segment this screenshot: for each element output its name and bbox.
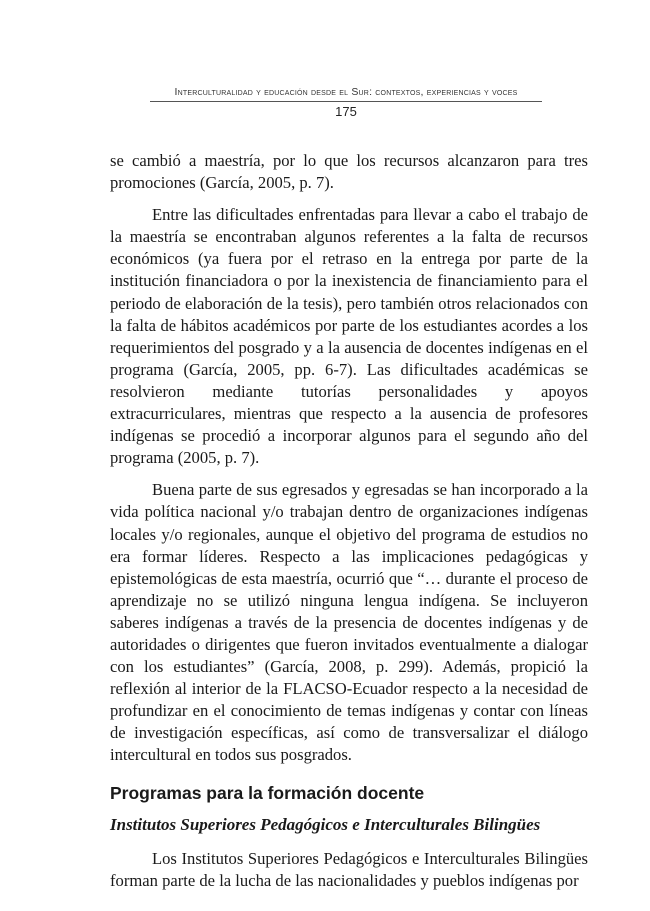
subsection-heading: Institutos Superiores Pedagógicos e Interculturales Bilingües [110,814,541,834]
paragraph-continuation: se cambió a maestría, por lo que los recursos alcanzaron para tres promociones (García, 2005, p. 7). [110,151,588,193]
section-heading: Programas para la formación docente [110,782,425,803]
paragraph-institutes: Los Institutos Superiores Pedagógicos e Interculturales Bilingües forman parte de la lucha de las nacionalidades y pueblos indígenas por [110,848,588,890]
body-text [110,150,588,902]
paragraph-difficulties: Entre las dificultades enfrentadas para llevar a cabo el trabajo de la maestría se encontraban algunos referentes a la falta de recursos económicos (ya fuera por el retraso en la entrega por parte de la institución financiadora o por la inexistencia de financiamiento para el periodo de elaboración de la tesis), pero también otros relacionados con la falta de hábitos académicos por parte de los estudiantes acordes a los requerimientos del posgrado y a la ausencia de docentes indígenas en el programa (García, 2005, pp. 6-7). Las dificultades académicas se resolvieron mediante tutorías personalidades y apoyos extracurriculares, mientras que respecto a la ausencia de profesores indígenas se procedió a incorporar algunos para el segundo año del programa (2005, p. 7). [110,205,588,468]
page-number: 175 [335,104,357,119]
paragraph-graduates: Buena parte de sus egresados y egresadas se han incorporado a la vida política nacional y/o trabajan dentro de organizaciones indígenas locales y/o regionales, aunque el objetivo del programa de estudios no era formar líderes. Respecto a las implicaciones pedagógicas y epistemológicas de esta maestría, ocurrió que “… durante el proceso de aprendizaje no se utilizó ninguna lengua indígena. Se incluyeron saberes indígenas a través de la presencia de docentes indígenas y de autoridades o dirigentes que fueron invitados eventualmente a dialogar con los estudiantes” (García, 2008, p. 299). Además, propició la reflexión al interior de la FLACSO-Ecuador respecto a la necesidad de profundizar en el conocimiento de temas indígenas y contar con líneas de investigación específicas, así como de transversalizar el diálogo intercultural en todos sus posgrados. [110,480,588,765]
header-rule [150,101,542,102]
running-header: Interculturalidad y educación desde el Sur: contextos, experiencias y voces [174,86,518,98]
